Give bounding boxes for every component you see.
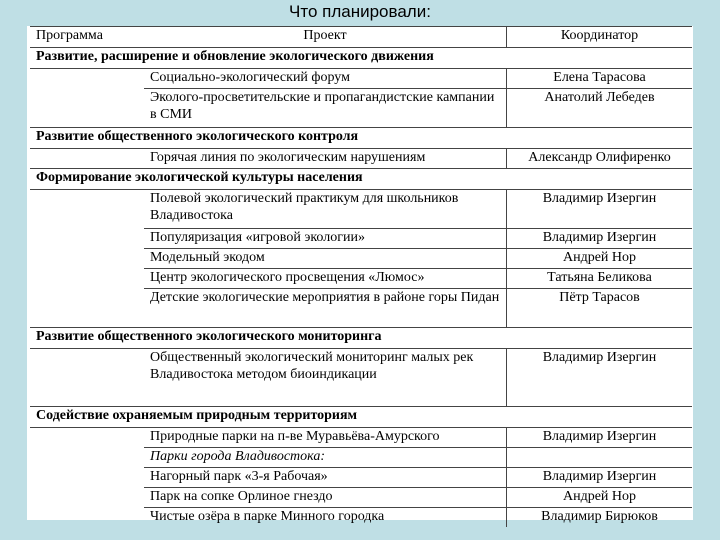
project-cell: Общественный экологический мониторинг малых рек Владивостока методом биоиндикации — [144, 349, 507, 407]
project-cell: Модельный экодом — [144, 249, 507, 269]
coordinator-cell: Андрей Нор — [507, 488, 693, 508]
program-title: Развитие общественного экологического мониторинга — [30, 328, 692, 349]
plan-table — [30, 26, 692, 527]
program-title: Развитие, расширение и обновление экологического движения — [30, 48, 692, 69]
coordinator-cell: Андрей Нор — [507, 249, 693, 269]
table-row — [30, 249, 692, 269]
header-project: Проект — [144, 27, 507, 48]
project-cell: Центр экологического просвещения «Люмос» — [144, 269, 507, 289]
coordinator-cell: Владимир Изергин — [507, 468, 693, 488]
table-row — [30, 468, 692, 488]
project-cell: Социально-экологический форум — [144, 69, 507, 89]
coordinator-cell: Владимир Изергин — [507, 349, 693, 407]
coordinator-cell — [507, 448, 693, 468]
coordinator-cell: Владимир Изергин — [507, 190, 693, 229]
table-row — [30, 269, 692, 289]
coordinator-cell: Татьяна Беликова — [507, 269, 693, 289]
project-cell: Полевой экологический практикум для школьников Владивостока — [144, 190, 507, 229]
header-coordinator: Координатор — [507, 27, 693, 48]
document-sheet — [27, 26, 693, 524]
table-row — [30, 428, 692, 448]
project-cell: Природные парки на п-ве Муравьёва-Амурского — [144, 428, 507, 448]
table-row — [30, 349, 692, 407]
program-row — [30, 169, 692, 190]
slide-title: Что планировали: — [289, 2, 431, 21]
project-cell: Парки города Владивостока: — [144, 448, 507, 468]
header-program: Программа — [30, 27, 144, 48]
program-row — [30, 48, 692, 69]
table-row — [30, 289, 692, 328]
project-cell: Чистые озёра в парке Минного городка — [144, 508, 507, 528]
table-row — [30, 89, 692, 128]
program-row — [30, 407, 692, 428]
coordinator-cell: Пётр Тарасов — [507, 289, 693, 328]
table-row — [30, 149, 692, 169]
coordinator-cell: Елена Тарасова — [507, 69, 693, 89]
table-row — [30, 229, 692, 249]
project-cell: Нагорный парк «3-я Рабочая» — [144, 468, 507, 488]
program-title: Развитие общественного экологического контроля — [30, 128, 692, 149]
project-cell: Эколого-просветительские и пропагандистские кампании в СМИ — [144, 89, 507, 128]
table-row — [30, 448, 692, 468]
program-row — [30, 328, 692, 349]
project-cell: Детские экологические мероприятия в районе горы Пидан — [144, 289, 507, 328]
coordinator-cell: Владимир Изергин — [507, 428, 693, 448]
table-row — [30, 508, 692, 528]
project-cell: Парк на сопке Орлиное гнездо — [144, 488, 507, 508]
program-row — [30, 128, 692, 149]
table-row — [30, 488, 692, 508]
coordinator-cell: Владимир Изергин — [507, 229, 693, 249]
table-row — [30, 190, 692, 229]
program-title: Содействие охраняемым природным территориям — [30, 407, 692, 428]
header-row — [30, 27, 692, 48]
coordinator-cell: Владимир Бирюков — [541, 509, 658, 524]
program-title: Формирование экологической культуры населения — [30, 169, 692, 190]
coordinator-cell: Александр Олифиренко — [507, 149, 693, 169]
project-cell: Популяризация «игровой экологии» — [144, 229, 507, 249]
project-cell: Горячая линия по экологическим нарушениям — [144, 149, 507, 169]
coordinator-cell: Анатолий Лебедев — [507, 89, 693, 128]
table-row — [30, 69, 692, 89]
